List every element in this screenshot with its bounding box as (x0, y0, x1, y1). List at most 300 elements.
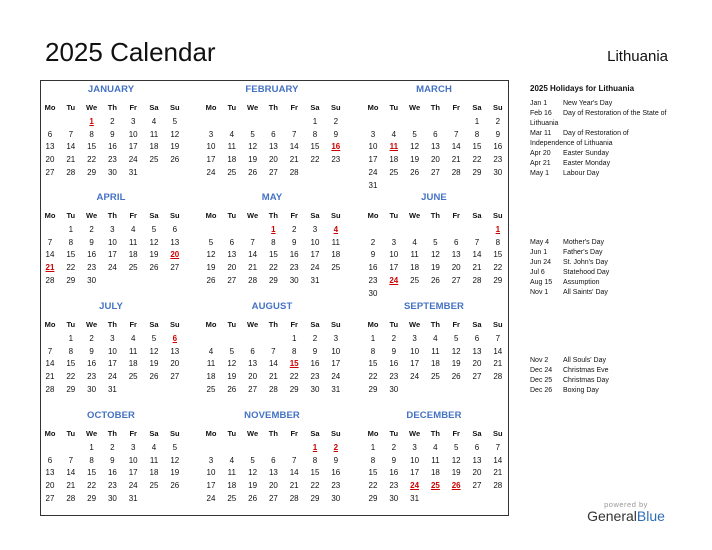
day-cell: 12 (410, 142, 420, 152)
day-cell: 18 (149, 468, 159, 478)
day-cell: 13 (45, 142, 55, 152)
day-cell: 10 (410, 455, 420, 465)
country-label: Lithuania (607, 48, 668, 65)
day-cell: 5 (151, 225, 157, 234)
day-cell: 13 (472, 346, 482, 356)
day-cell: 27 (227, 275, 237, 285)
day-cell: 4 (433, 443, 438, 452)
holiday-entry (530, 109, 670, 129)
day-cell: 2 (312, 334, 318, 343)
day-cell: 22 (66, 263, 76, 273)
day-cell: 12 (451, 346, 461, 356)
day-cell: 14 (66, 468, 76, 478)
day-cell: 21 (493, 468, 503, 478)
holiday-entry (530, 129, 670, 149)
day-cell: 9 (291, 237, 297, 247)
day-cell: 4 (433, 334, 438, 343)
day-cell: 3 (333, 334, 339, 343)
day-cell: 3 (312, 225, 318, 234)
day-cell: 22 (472, 155, 482, 165)
holiday-group (530, 238, 670, 298)
month-name: SEPTEMBER (403, 301, 465, 312)
day-cell: 3 (412, 443, 417, 452)
holiday-day-cell: 6 (172, 334, 178, 343)
day-cell: 28 (472, 275, 482, 285)
day-cell: 9 (495, 129, 501, 139)
weekday-header: Su (170, 103, 180, 112)
day-cell: 21 (451, 155, 461, 165)
day-cell: 8 (271, 237, 276, 247)
day-cell: 31 (128, 167, 138, 177)
day-cell: 30 (493, 167, 503, 177)
brand-logo (582, 500, 670, 524)
day-cell: 1 (370, 334, 376, 343)
holiday-day-cell: 26 (451, 481, 461, 491)
day-cell: 14 (493, 346, 503, 356)
day-cell: 25 (331, 263, 341, 273)
day-cell: 24 (368, 167, 378, 177)
weekday-header: Fr (290, 103, 298, 112)
month-name: MARCH (416, 84, 452, 95)
day-cell: 19 (149, 359, 159, 369)
day-cell: 31 (410, 493, 420, 503)
day-cell: 11 (227, 142, 236, 152)
day-cell: 9 (333, 129, 339, 139)
day-cell: 21 (45, 372, 55, 382)
day-cell: 11 (431, 346, 440, 356)
day-cell: 14 (472, 250, 482, 260)
day-cell: 11 (149, 455, 159, 465)
holiday-name: Mother's Day (563, 239, 605, 246)
day-cell: 20 (430, 155, 440, 165)
day-cell: 24 (107, 372, 117, 382)
day-cell: 1 (312, 117, 318, 126)
day-cell: 17 (389, 263, 399, 273)
holiday-entry (530, 258, 670, 268)
holiday-day-cell: 25 (430, 481, 440, 491)
day-cell: 20 (45, 155, 55, 165)
weekday-header: Sa (310, 320, 320, 329)
weekday-header: We (86, 429, 98, 438)
day-cell: 21 (472, 263, 482, 273)
day-cell: 20 (268, 481, 278, 491)
holiday-entry (530, 159, 670, 169)
day-cell: 8 (89, 455, 94, 465)
holiday-name: All Souls' Day (563, 357, 606, 364)
day-cell: 24 (310, 263, 320, 273)
day-cell: 13 (170, 346, 180, 356)
day-cell: 7 (68, 129, 74, 139)
day-cell: 24 (206, 167, 216, 177)
day-cell: 23 (107, 481, 117, 491)
day-cell: 23 (289, 263, 299, 273)
holiday-name: Christmas Eve (563, 367, 609, 374)
day-cell: 17 (410, 468, 420, 478)
day-cell: 5 (453, 443, 459, 452)
day-cell: 16 (493, 142, 503, 152)
weekday-header: Tu (389, 429, 399, 438)
day-cell: 7 (47, 346, 53, 356)
day-cell: 31 (331, 384, 341, 394)
day-cell: 10 (368, 142, 378, 152)
holiday-date: Jul 6 (530, 269, 545, 276)
day-cell: 18 (227, 481, 237, 491)
day-cell: 29 (289, 384, 299, 394)
holiday-date: Dec 25 (530, 377, 553, 384)
day-cell: 13 (430, 142, 440, 152)
weekday-header: Su (493, 211, 503, 220)
day-cell: 25 (389, 167, 399, 177)
day-cell: 9 (110, 129, 115, 139)
day-cell: 16 (87, 359, 97, 369)
day-cell: 7 (495, 334, 501, 343)
day-cell: 29 (87, 167, 97, 177)
day-cell: 22 (87, 481, 97, 491)
holiday-date: Jun 24 (530, 259, 552, 266)
day-cell: 28 (45, 275, 55, 285)
day-cell: 8 (68, 346, 74, 356)
weekday-header: Th (107, 211, 117, 220)
day-cell: 11 (149, 129, 159, 139)
weekday-header: Tu (227, 211, 237, 220)
day-cell: 24 (206, 493, 216, 503)
weekday-header: Su (331, 211, 341, 220)
weekday-header: Fr (290, 429, 298, 438)
weekday-header: Mo (367, 103, 379, 112)
day-cell: 17 (206, 155, 216, 165)
holiday-name: St. John's Day (563, 259, 608, 266)
day-cell: 19 (451, 468, 461, 478)
day-cell: 29 (368, 493, 378, 503)
day-cell: 30 (87, 384, 97, 394)
day-cell: 25 (149, 155, 159, 165)
day-cell: 10 (128, 129, 138, 139)
holiday-date: May 1 (530, 170, 550, 177)
holiday-name: Father's Day (563, 249, 603, 256)
weekday-header: Mo (44, 320, 56, 329)
weekday-header: We (247, 320, 259, 329)
day-cell: 11 (431, 455, 440, 465)
weekday-header: Fr (129, 429, 137, 438)
day-cell: 11 (129, 346, 138, 356)
weekday-header: Tu (389, 320, 399, 329)
holiday-date: Feb 16 (530, 110, 552, 117)
day-cell: 7 (495, 443, 501, 452)
day-cell: 22 (289, 372, 299, 382)
day-cell: 22 (368, 481, 378, 491)
holiday-entry (530, 149, 670, 159)
weekday-header: We (247, 211, 259, 220)
day-cell: 16 (389, 359, 399, 369)
day-cell: 3 (370, 129, 376, 139)
day-cell: 21 (66, 481, 76, 491)
day-cell: 27 (268, 493, 278, 503)
day-cell: 10 (331, 346, 341, 356)
day-cell: 10 (410, 346, 420, 356)
weekday-header: Tu (227, 320, 237, 329)
day-cell: 9 (391, 346, 397, 356)
day-cell: 28 (493, 481, 503, 491)
day-cell: 20 (170, 359, 180, 369)
weekday-header: We (86, 320, 98, 329)
day-cell: 27 (430, 167, 440, 177)
weekday-header: Tu (389, 103, 399, 112)
weekday-header: Th (268, 211, 278, 220)
day-cell: 27 (45, 493, 55, 503)
day-cell: 27 (45, 167, 55, 177)
day-cell: 30 (289, 275, 299, 285)
weekday-header: Tu (66, 320, 76, 329)
day-cell: 13 (227, 250, 237, 260)
weekday-header: Mo (44, 429, 56, 438)
day-cell: 2 (391, 443, 397, 452)
day-cell: 6 (47, 455, 53, 465)
day-cell: 7 (474, 237, 480, 247)
month-name: JULY (99, 301, 123, 312)
holiday-day-cell: 1 (89, 117, 94, 126)
day-cell: 30 (389, 493, 399, 503)
day-cell: 2 (495, 117, 501, 126)
holiday-entry (530, 288, 670, 298)
holiday-date: May 4 (530, 239, 550, 246)
holiday-name: Assumption (563, 279, 600, 286)
day-cell: 23 (389, 481, 399, 491)
holiday-date: Apr 21 (530, 160, 551, 167)
day-cell: 11 (227, 468, 236, 478)
day-cell: 14 (45, 250, 55, 260)
day-cell: 12 (149, 346, 159, 356)
day-cell: 31 (107, 384, 117, 394)
holiday-entry (530, 386, 670, 396)
brand-blue: Blue (636, 508, 665, 524)
day-cell: 28 (66, 493, 76, 503)
day-cell: 26 (170, 481, 180, 491)
weekday-header: Sa (310, 103, 320, 112)
day-cell: 14 (451, 142, 461, 152)
day-cell: 8 (474, 129, 480, 139)
weekday-header: Fr (129, 211, 137, 220)
day-cell: 19 (170, 468, 180, 478)
weekday-header: Sa (310, 429, 320, 438)
weekday-header: We (409, 103, 421, 112)
holiday-day-cell: 15 (289, 359, 299, 369)
day-cell: 1 (370, 443, 376, 452)
weekday-header: Fr (290, 211, 298, 220)
day-cell: 15 (268, 250, 278, 260)
day-cell: 17 (368, 155, 378, 165)
holiday-entry (530, 99, 670, 109)
weekday-header: We (86, 211, 98, 220)
day-cell: 25 (410, 275, 420, 285)
weekday-header: Tu (227, 429, 237, 438)
holiday-date: Jan 1 (530, 100, 548, 107)
day-cell: 30 (87, 275, 97, 285)
day-cell: 9 (333, 455, 339, 465)
holiday-date: Mar 11 (530, 130, 552, 137)
day-cell: 29 (66, 384, 76, 394)
day-cell: 16 (107, 142, 117, 152)
day-cell: 19 (248, 155, 258, 165)
day-cell: 29 (87, 493, 97, 503)
holiday-day-cell: 1 (271, 225, 276, 234)
holiday-day-cell: 4 (333, 225, 339, 234)
weekday-header: Th (268, 429, 278, 438)
day-cell: 15 (472, 142, 482, 152)
day-cell: 28 (451, 167, 461, 177)
weekday-header: Mo (367, 429, 379, 438)
weekday-header: Sa (472, 103, 482, 112)
day-cell: 18 (128, 250, 138, 260)
weekday-header: Fr (129, 320, 137, 329)
day-cell: 25 (430, 372, 440, 382)
day-cell: 29 (493, 275, 503, 285)
day-cell: 18 (206, 372, 216, 382)
day-cell: 21 (493, 359, 503, 369)
day-cell: 20 (472, 468, 482, 478)
day-cell: 4 (130, 334, 136, 343)
day-cell: 17 (206, 481, 216, 491)
day-cell: 26 (248, 493, 258, 503)
day-cell: 12 (248, 142, 258, 152)
weekday-header: Th (430, 320, 440, 329)
day-cell: 22 (310, 481, 320, 491)
day-cell: 1 (291, 334, 297, 343)
holiday-group (530, 356, 670, 396)
day-cell: 30 (310, 384, 320, 394)
day-cell: 16 (310, 359, 320, 369)
weekday-header: Tu (66, 429, 76, 438)
weekday-header: Sa (149, 103, 159, 112)
holiday-date: Dec 26 (530, 387, 553, 394)
day-cell: 23 (87, 263, 97, 273)
holiday-day-cell: 24 (389, 275, 399, 285)
weekday-header: Su (331, 320, 341, 329)
day-cell: 28 (289, 493, 299, 503)
day-cell: 14 (268, 359, 278, 369)
brand-general: General (587, 508, 637, 524)
holiday-day-cell: 1 (495, 225, 501, 234)
day-cell: 23 (310, 372, 320, 382)
day-cell: 11 (129, 237, 138, 247)
day-cell: 17 (310, 250, 320, 260)
day-cell: 25 (206, 384, 216, 394)
day-cell: 10 (107, 237, 117, 247)
weekday-header: Mo (205, 211, 217, 220)
day-cell: 25 (227, 167, 237, 177)
day-cell: 4 (412, 237, 417, 247)
holiday-name: All Saints' Day (563, 289, 608, 296)
day-cell: 29 (66, 275, 76, 285)
day-cell: 12 (430, 250, 440, 260)
day-cell: 2 (291, 225, 297, 234)
month-name: JANUARY (87, 84, 135, 95)
holiday-name: Statehood Day (563, 269, 610, 276)
day-cell: 27 (170, 372, 180, 382)
day-cell: 25 (149, 481, 159, 491)
weekday-header: Mo (367, 211, 379, 220)
day-cell: 6 (229, 237, 235, 247)
day-cell: 26 (227, 384, 237, 394)
holiday-entry (530, 356, 670, 366)
day-cell: 26 (170, 155, 180, 165)
day-cell: 28 (248, 275, 258, 285)
day-cell: 5 (412, 129, 417, 139)
day-cell: 6 (271, 455, 276, 465)
day-cell: 23 (107, 155, 117, 165)
day-cell: 11 (410, 250, 419, 260)
day-cell: 22 (493, 263, 503, 273)
day-cell: 16 (368, 263, 378, 273)
day-cell: 24 (410, 372, 420, 382)
month-name: FEBRUARY (245, 84, 299, 95)
month-name: APRIL (96, 192, 126, 203)
day-cell: 23 (331, 481, 341, 491)
weekday-header: Th (268, 320, 278, 329)
day-cell: 8 (68, 237, 74, 247)
weekday-header: Tu (66, 103, 76, 112)
day-cell: 22 (268, 263, 278, 273)
day-cell: 26 (149, 263, 159, 273)
day-cell: 1 (68, 225, 74, 234)
day-cell: 12 (451, 455, 461, 465)
day-cell: 28 (268, 384, 278, 394)
day-cell: 21 (289, 155, 299, 165)
day-cell: 3 (391, 237, 397, 247)
day-cell: 2 (89, 334, 94, 343)
weekday-header: Su (331, 103, 341, 112)
day-cell: 27 (170, 263, 180, 273)
day-cell: 10 (206, 468, 216, 478)
day-cell: 9 (391, 455, 397, 465)
holiday-group (530, 99, 670, 179)
day-cell: 8 (312, 455, 318, 465)
day-cell: 12 (170, 129, 180, 139)
day-cell: 5 (433, 237, 438, 247)
day-cell: 15 (493, 250, 503, 260)
holiday-date: Nov 1 (530, 289, 549, 296)
day-cell: 6 (47, 129, 53, 139)
day-cell: 2 (370, 237, 376, 247)
day-cell: 7 (291, 455, 297, 465)
day-cell: 27 (472, 481, 482, 491)
day-cell: 17 (107, 359, 117, 369)
weekday-header: Mo (205, 103, 217, 112)
day-cell: 24 (331, 372, 341, 382)
holiday-day-cell: 20 (170, 250, 180, 260)
day-cell: 24 (128, 155, 138, 165)
day-cell: 5 (453, 334, 459, 343)
weekday-header: Sa (149, 320, 159, 329)
day-cell: 19 (430, 263, 440, 273)
day-cell: 12 (227, 359, 237, 369)
day-cell: 18 (430, 468, 440, 478)
day-cell: 26 (410, 167, 420, 177)
day-cell: 3 (412, 334, 417, 343)
day-cell: 6 (172, 225, 178, 234)
weekday-header: Mo (205, 429, 217, 438)
day-cell: 3 (130, 117, 136, 126)
day-cell: 17 (128, 468, 138, 478)
day-cell: 13 (268, 142, 278, 152)
holiday-date: Nov 2 (530, 357, 549, 364)
holiday-name: Boxing Day (563, 387, 599, 394)
holiday-date: Dec 24 (530, 367, 553, 374)
day-cell: 28 (493, 372, 503, 382)
day-cell: 31 (368, 180, 378, 190)
day-cell: 3 (208, 129, 214, 139)
day-cell: 18 (227, 155, 237, 165)
holiday-date: Aug 15 (530, 279, 553, 286)
